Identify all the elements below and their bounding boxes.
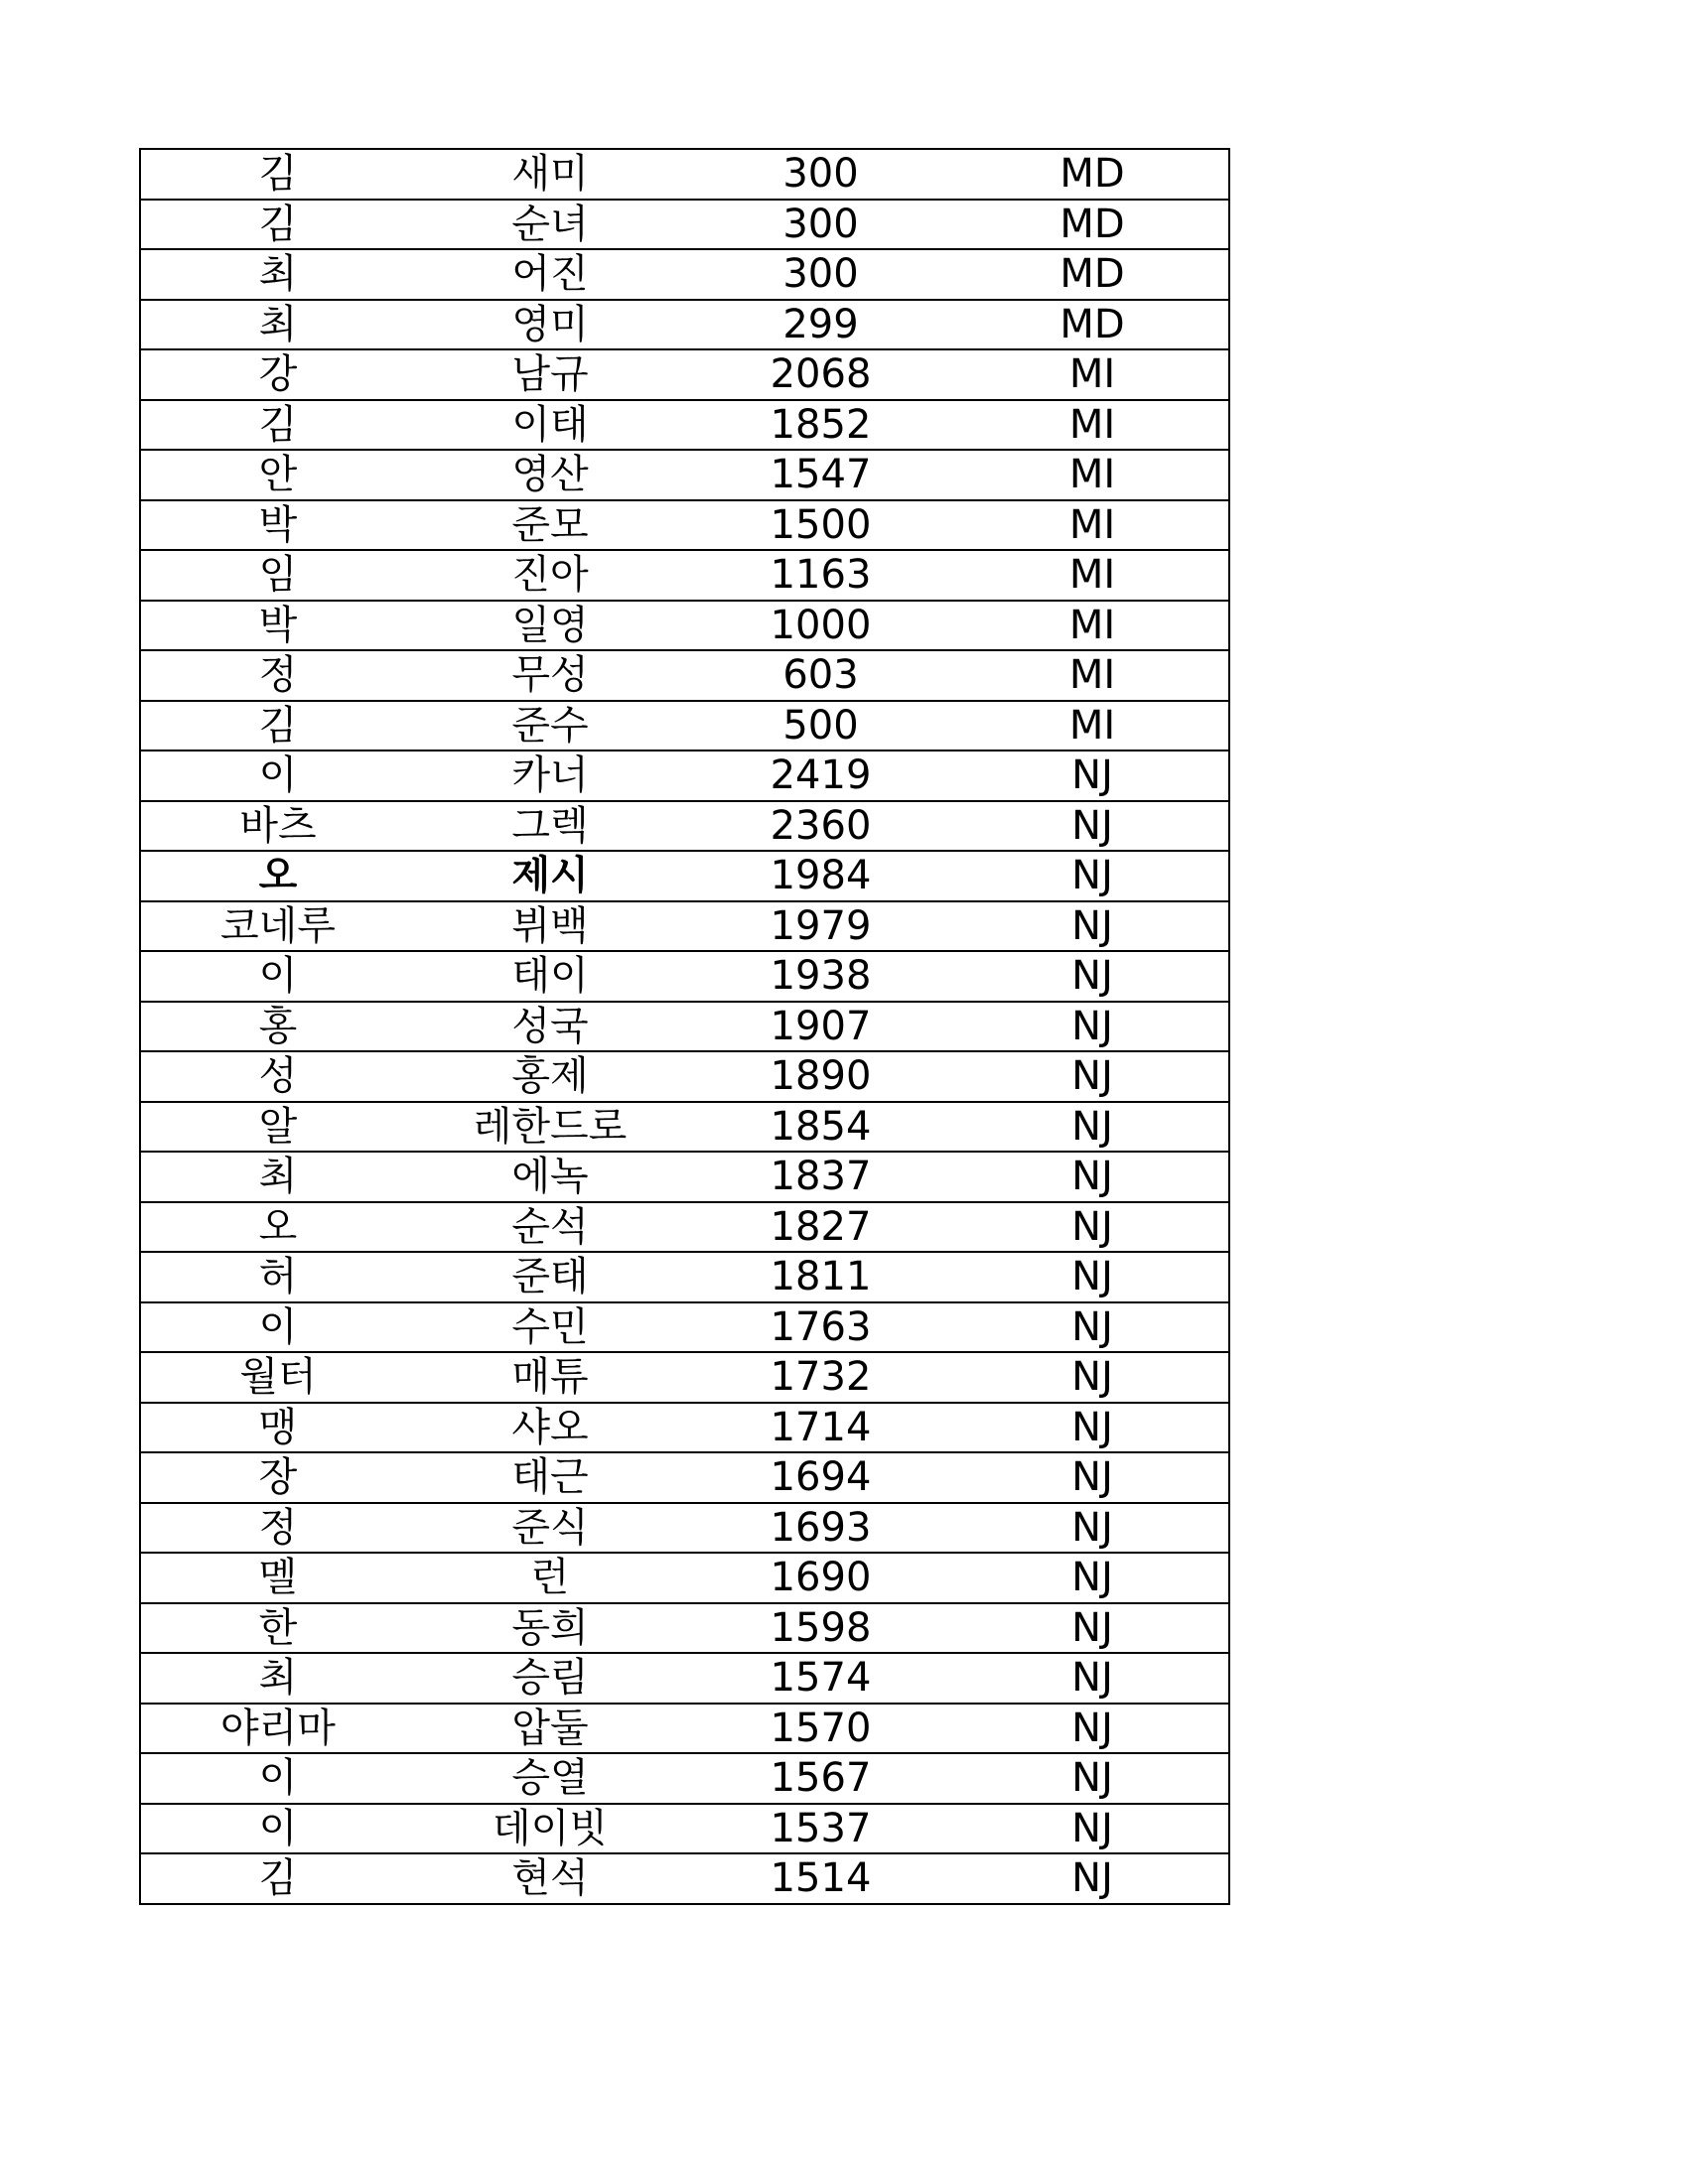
amount-cell: 1837 xyxy=(685,1152,956,1202)
last-name-cell: 최 xyxy=(140,1152,415,1202)
state-cell: NJ xyxy=(956,901,1229,952)
amount-cell: 1979 xyxy=(685,901,956,952)
first-name-cell: 남규 xyxy=(415,349,685,400)
table-row xyxy=(140,1452,1229,1503)
table-row xyxy=(140,1302,1229,1353)
table-row xyxy=(140,1152,1229,1202)
table-row xyxy=(140,801,1229,852)
table-row xyxy=(140,1603,1229,1654)
table-row xyxy=(140,1653,1229,1704)
amount-cell: 1907 xyxy=(685,1002,956,1052)
first-name-cell: 에녹 xyxy=(415,1152,685,1202)
table-row xyxy=(140,1553,1229,1603)
state-cell: NJ xyxy=(956,1352,1229,1403)
last-name-cell: 김 xyxy=(140,149,415,200)
amount-cell: 300 xyxy=(685,249,956,300)
roster-table-body xyxy=(140,149,1229,1904)
last-name-cell: 오 xyxy=(140,851,415,901)
table-row xyxy=(140,1753,1229,1804)
first-name-cell: 현석 xyxy=(415,1853,685,1904)
first-name-cell: 어진 xyxy=(415,249,685,300)
table-row xyxy=(140,500,1229,551)
state-cell: MD xyxy=(956,249,1229,300)
state-cell: NJ xyxy=(956,1704,1229,1754)
amount-cell: 1938 xyxy=(685,951,956,1002)
last-name-cell: 이 xyxy=(140,1753,415,1804)
last-name-cell: 야리마 xyxy=(140,1704,415,1754)
state-cell: MD xyxy=(956,300,1229,350)
table-row xyxy=(140,1403,1229,1453)
first-name-cell: 승림 xyxy=(415,1653,685,1704)
first-name-cell: 수민 xyxy=(415,1302,685,1353)
state-cell: MI xyxy=(956,650,1229,701)
state-cell: NJ xyxy=(956,1753,1229,1804)
amount-cell: 1827 xyxy=(685,1202,956,1253)
table-row xyxy=(140,349,1229,400)
first-name-cell: 준모 xyxy=(415,500,685,551)
last-name-cell: 홍 xyxy=(140,1002,415,1052)
table-row xyxy=(140,1352,1229,1403)
amount-cell: 1763 xyxy=(685,1302,956,1353)
amount-cell: 1690 xyxy=(685,1553,956,1603)
first-name-cell: 샤오 xyxy=(415,1403,685,1453)
state-cell: NJ xyxy=(956,1503,1229,1554)
amount-cell: 1714 xyxy=(685,1403,956,1453)
state-cell: NJ xyxy=(956,1452,1229,1503)
last-name-cell: 김 xyxy=(140,1853,415,1904)
first-name-cell: 영미 xyxy=(415,300,685,350)
state-cell: NJ xyxy=(956,1853,1229,1904)
first-name-cell: 제시 xyxy=(415,851,685,901)
first-name-cell: 새미 xyxy=(415,149,685,200)
table-row xyxy=(140,1051,1229,1102)
first-name-cell: 준식 xyxy=(415,1503,685,1554)
first-name-cell: 카너 xyxy=(415,751,685,801)
amount-cell: 603 xyxy=(685,650,956,701)
last-name-cell: 박 xyxy=(140,601,415,651)
table-row xyxy=(140,1804,1229,1854)
last-name-cell: 알 xyxy=(140,1102,415,1153)
last-name-cell: 최 xyxy=(140,1653,415,1704)
state-cell: MI xyxy=(956,450,1229,500)
first-name-cell: 진아 xyxy=(415,550,685,601)
state-cell: NJ xyxy=(956,1403,1229,1453)
table-row xyxy=(140,751,1229,801)
state-cell: NJ xyxy=(956,751,1229,801)
amount-cell: 1852 xyxy=(685,400,956,451)
table-row xyxy=(140,951,1229,1002)
amount-cell: 300 xyxy=(685,149,956,200)
amount-cell: 2419 xyxy=(685,751,956,801)
amount-cell: 1854 xyxy=(685,1102,956,1153)
first-name-cell: 무성 xyxy=(415,650,685,701)
last-name-cell: 김 xyxy=(140,200,415,250)
state-cell: NJ xyxy=(956,1252,1229,1302)
last-name-cell: 장 xyxy=(140,1452,415,1503)
amount-cell: 1732 xyxy=(685,1352,956,1403)
state-cell: MI xyxy=(956,400,1229,451)
first-name-cell: 뷔백 xyxy=(415,901,685,952)
amount-cell: 1890 xyxy=(685,1051,956,1102)
state-cell: NJ xyxy=(956,801,1229,852)
first-name-cell: 태근 xyxy=(415,1452,685,1503)
state-cell: MI xyxy=(956,349,1229,400)
last-name-cell: 안 xyxy=(140,450,415,500)
table-row xyxy=(140,200,1229,250)
first-name-cell: 그렉 xyxy=(415,801,685,852)
amount-cell: 1811 xyxy=(685,1252,956,1302)
table-row xyxy=(140,300,1229,350)
first-name-cell: 승열 xyxy=(415,1753,685,1804)
table-row xyxy=(140,601,1229,651)
first-name-cell: 레한드로 xyxy=(415,1102,685,1153)
state-cell: NJ xyxy=(956,1302,1229,1353)
amount-cell: 1574 xyxy=(685,1653,956,1704)
last-name-cell: 맹 xyxy=(140,1403,415,1453)
state-cell: MI xyxy=(956,701,1229,751)
state-cell: NJ xyxy=(956,1653,1229,1704)
first-name-cell: 런 xyxy=(415,1553,685,1603)
first-name-cell: 데이빗 xyxy=(415,1804,685,1854)
state-cell: NJ xyxy=(956,951,1229,1002)
last-name-cell: 오 xyxy=(140,1202,415,1253)
amount-cell: 1567 xyxy=(685,1753,956,1804)
table-row xyxy=(140,249,1229,300)
last-name-cell: 정 xyxy=(140,650,415,701)
state-cell: NJ xyxy=(956,1202,1229,1253)
table-row xyxy=(140,701,1229,751)
roster-table xyxy=(139,148,1230,1905)
state-cell: NJ xyxy=(956,851,1229,901)
first-name-cell: 일영 xyxy=(415,601,685,651)
state-cell: MD xyxy=(956,200,1229,250)
last-name-cell: 성 xyxy=(140,1051,415,1102)
last-name-cell: 바츠 xyxy=(140,801,415,852)
last-name-cell: 이 xyxy=(140,751,415,801)
state-cell: NJ xyxy=(956,1603,1229,1654)
table-row xyxy=(140,450,1229,500)
table-row xyxy=(140,1503,1229,1554)
first-name-cell: 동희 xyxy=(415,1603,685,1654)
state-cell: NJ xyxy=(956,1002,1229,1052)
state-cell: NJ xyxy=(956,1051,1229,1102)
last-name-cell: 허 xyxy=(140,1252,415,1302)
amount-cell: 1598 xyxy=(685,1603,956,1654)
first-name-cell: 준수 xyxy=(415,701,685,751)
last-name-cell: 최 xyxy=(140,249,415,300)
table-row xyxy=(140,400,1229,451)
last-name-cell: 이 xyxy=(140,1804,415,1854)
amount-cell: 1693 xyxy=(685,1503,956,1554)
first-name-cell: 매튜 xyxy=(415,1352,685,1403)
last-name-cell: 정 xyxy=(140,1503,415,1554)
amount-cell: 1537 xyxy=(685,1804,956,1854)
first-name-cell: 홍제 xyxy=(415,1051,685,1102)
table-row xyxy=(140,1252,1229,1302)
last-name-cell: 한 xyxy=(140,1603,415,1654)
amount-cell: 1514 xyxy=(685,1853,956,1904)
amount-cell: 1984 xyxy=(685,851,956,901)
amount-cell: 1500 xyxy=(685,500,956,551)
amount-cell: 1163 xyxy=(685,550,956,601)
last-name-cell: 월터 xyxy=(140,1352,415,1403)
amount-cell: 300 xyxy=(685,200,956,250)
amount-cell: 299 xyxy=(685,300,956,350)
table-row xyxy=(140,1202,1229,1253)
table-row xyxy=(140,550,1229,601)
state-cell: MI xyxy=(956,550,1229,601)
amount-cell: 1000 xyxy=(685,601,956,651)
table-row xyxy=(140,1704,1229,1754)
table-row xyxy=(140,1102,1229,1153)
table-row xyxy=(140,149,1229,200)
last-name-cell: 코네루 xyxy=(140,901,415,952)
table-row xyxy=(140,1002,1229,1052)
table-row xyxy=(140,1853,1229,1904)
state-cell: NJ xyxy=(956,1152,1229,1202)
first-name-cell: 순녀 xyxy=(415,200,685,250)
first-name-cell: 이태 xyxy=(415,400,685,451)
last-name-cell: 김 xyxy=(140,400,415,451)
state-cell: NJ xyxy=(956,1804,1229,1854)
first-name-cell: 준태 xyxy=(415,1252,685,1302)
amount-cell: 1547 xyxy=(685,450,956,500)
amount-cell: 2360 xyxy=(685,801,956,852)
amount-cell: 1694 xyxy=(685,1452,956,1503)
state-cell: MD xyxy=(956,149,1229,200)
last-name-cell: 이 xyxy=(140,1302,415,1353)
last-name-cell: 이 xyxy=(140,951,415,1002)
state-cell: NJ xyxy=(956,1553,1229,1603)
last-name-cell: 박 xyxy=(140,500,415,551)
last-name-cell: 임 xyxy=(140,550,415,601)
amount-cell: 2068 xyxy=(685,349,956,400)
table-row xyxy=(140,851,1229,901)
last-name-cell: 멜 xyxy=(140,1553,415,1603)
last-name-cell: 최 xyxy=(140,300,415,350)
state-cell: MI xyxy=(956,601,1229,651)
amount-cell: 500 xyxy=(685,701,956,751)
first-name-cell: 성국 xyxy=(415,1002,685,1052)
table-row xyxy=(140,901,1229,952)
state-cell: NJ xyxy=(956,1102,1229,1153)
table-row xyxy=(140,650,1229,701)
last-name-cell: 김 xyxy=(140,701,415,751)
first-name-cell: 순석 xyxy=(415,1202,685,1253)
first-name-cell: 영산 xyxy=(415,450,685,500)
first-name-cell: 태이 xyxy=(415,951,685,1002)
amount-cell: 1570 xyxy=(685,1704,956,1754)
first-name-cell: 압둘 xyxy=(415,1704,685,1754)
state-cell: MI xyxy=(956,500,1229,551)
last-name-cell: 강 xyxy=(140,349,415,400)
